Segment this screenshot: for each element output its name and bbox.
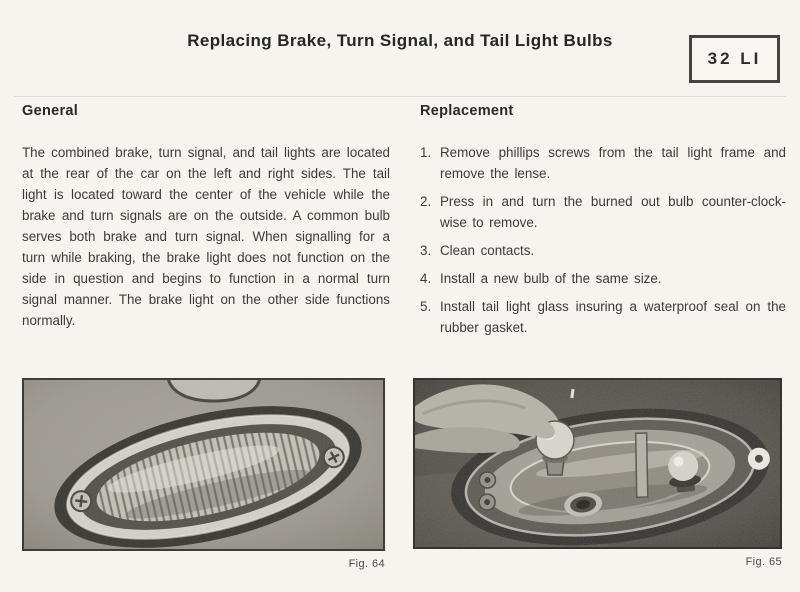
- step-text: Press in and turn the burned out bulb counter-clock-wise to remove.: [440, 194, 786, 230]
- tail-light-lens-photo: [22, 378, 385, 551]
- figure-64: [22, 378, 385, 570]
- section-badge: [689, 35, 780, 83]
- general-paragraph: The combined brake, turn signal, and tail lights are located at the rear of the car on the left and right sides. The tail light is located toward the center of the vehicle while the brake and turn signals are on the outside. A common bulb serves both brake and turn signal. When signalling for a turn while braking, the brake light does not function on the side in question and begins to function in a normal turn signal manner. The brake light on the other side functions normally.: [22, 145, 390, 328]
- replacement-steps: [420, 142, 786, 338]
- step-item: [420, 142, 786, 184]
- step-text: Install a new bulb of the same size.: [440, 271, 662, 286]
- general-section: [22, 103, 390, 331]
- step-text: Remove phillips screws from the tail light frame and remove the lense.: [440, 145, 786, 181]
- figure-65: [413, 378, 782, 568]
- header-rule: [14, 96, 786, 97]
- page-title: Replacing Brake, Turn Signal, and Tail Light Bulbs: [187, 31, 613, 50]
- figure-64-caption: Fig. 64: [348, 558, 385, 570]
- replacement-heading: Replacement: [420, 103, 514, 119]
- general-heading: General: [22, 103, 79, 119]
- step-number: 5.: [420, 299, 432, 314]
- step-item: [420, 191, 786, 233]
- section-badge-label: 32 LI: [707, 49, 762, 68]
- figure-65-caption: Fig. 65: [745, 556, 782, 568]
- step-text: Install tail light glass insuring a waterproof seal on the rubber gasket.: [440, 299, 786, 335]
- step-item: [420, 240, 786, 261]
- step-number: 3.: [420, 243, 432, 258]
- step-number: 1.: [420, 145, 432, 160]
- step-number: 2.: [420, 194, 432, 209]
- step-item: [420, 268, 786, 289]
- replacement-section: [420, 103, 786, 338]
- step-text: Clean contacts.: [440, 243, 535, 258]
- step-item: [420, 296, 786, 338]
- step-number: 4.: [420, 271, 432, 286]
- bulb-removal-photo: [413, 378, 782, 549]
